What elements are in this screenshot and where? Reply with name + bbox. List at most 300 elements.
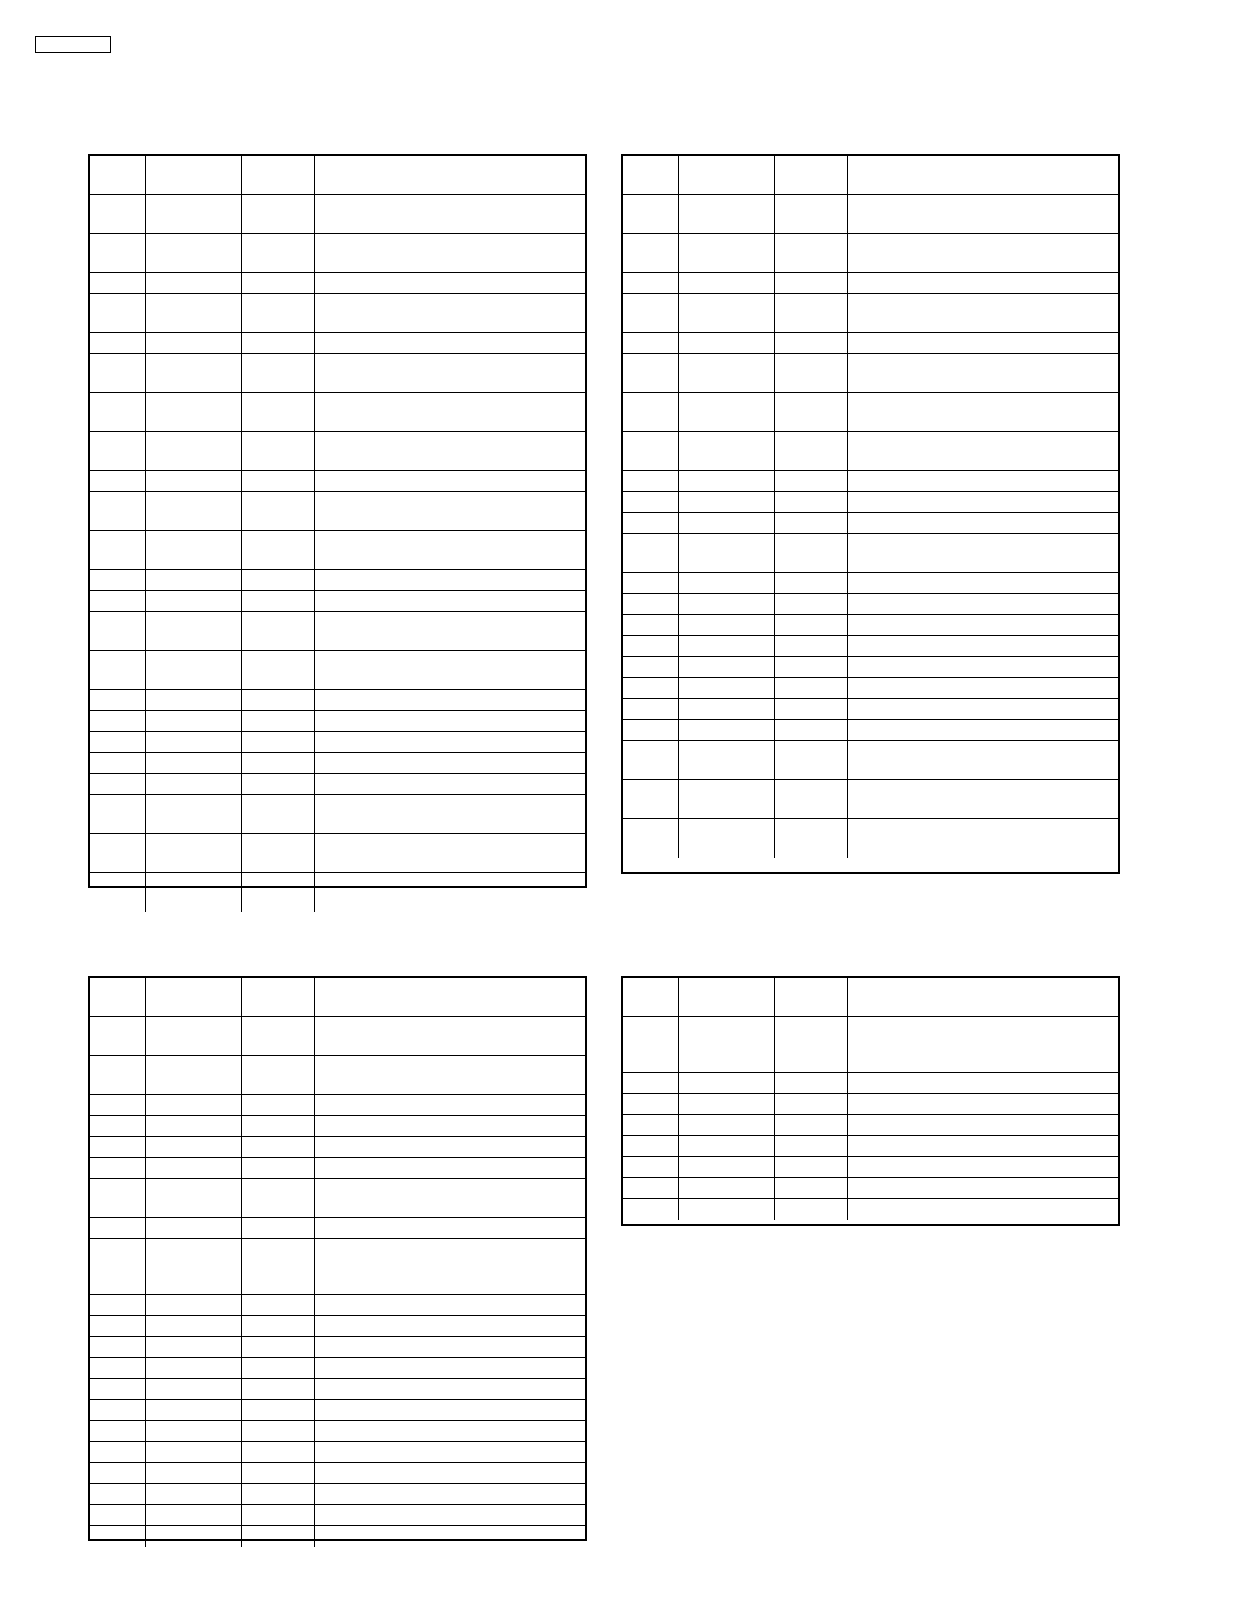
table-cell	[775, 1017, 848, 1073]
table-cell	[242, 393, 315, 432]
table-cell	[146, 492, 242, 531]
table-cell	[315, 591, 585, 612]
table-cell	[315, 1421, 585, 1442]
table-cell	[679, 432, 775, 471]
table-cell	[775, 1073, 848, 1094]
table-cell	[679, 573, 775, 594]
table-cell	[90, 834, 146, 873]
table-cell	[90, 1116, 146, 1137]
table-cell	[90, 234, 146, 273]
table-bottom-left	[88, 976, 587, 1541]
table-cell	[242, 234, 315, 273]
table-cell	[315, 1358, 585, 1379]
table-cell	[623, 1178, 679, 1199]
table-cell	[315, 753, 585, 774]
table-cell	[848, 636, 1118, 657]
table-top-left	[88, 154, 587, 888]
table-cell	[315, 732, 585, 753]
table-cell	[242, 1116, 315, 1137]
table-cell	[90, 1337, 146, 1358]
table-cell	[775, 234, 848, 273]
table-cell	[775, 513, 848, 534]
table-cell	[679, 1094, 775, 1115]
table-cell	[623, 636, 679, 657]
table-cell	[775, 294, 848, 333]
table-cell	[242, 753, 315, 774]
table-cell	[90, 195, 146, 234]
table-header-cell	[623, 978, 679, 1017]
table-cell	[242, 1526, 315, 1547]
table-cell	[242, 492, 315, 531]
table-cell	[146, 1239, 242, 1295]
table-cell	[315, 1379, 585, 1400]
table-cell	[315, 273, 585, 294]
table-cell	[315, 1239, 585, 1295]
table-cell	[146, 432, 242, 471]
table-cell	[90, 690, 146, 711]
table-cell	[242, 195, 315, 234]
table-cell	[679, 720, 775, 741]
table-cell	[775, 657, 848, 678]
table-cell	[315, 492, 585, 531]
table-cell	[623, 333, 679, 354]
table-cell	[848, 1136, 1118, 1157]
table-cell	[242, 732, 315, 753]
table-cell	[146, 1116, 242, 1137]
table-cell	[679, 534, 775, 573]
table-cell	[90, 1179, 146, 1218]
table-cell	[775, 273, 848, 294]
table-cell	[848, 1094, 1118, 1115]
table-cell	[623, 471, 679, 492]
table-cell	[679, 273, 775, 294]
table-cell	[242, 591, 315, 612]
table-cell	[90, 1158, 146, 1179]
table-cell	[242, 1239, 315, 1295]
table-header-cell	[775, 156, 848, 195]
table-cell	[775, 1136, 848, 1157]
table-bottom-right	[621, 976, 1120, 1226]
table-header-cell	[315, 978, 585, 1017]
table-cell	[679, 1157, 775, 1178]
table-cell	[146, 1484, 242, 1505]
table-cell	[775, 1094, 848, 1115]
table-cell	[848, 1073, 1118, 1094]
table-header-cell	[90, 978, 146, 1017]
table-header-cell	[242, 978, 315, 1017]
table-cell	[679, 594, 775, 615]
table-cell	[848, 492, 1118, 513]
table-cell	[848, 678, 1118, 699]
table-cell	[623, 513, 679, 534]
table-cell	[90, 1316, 146, 1337]
table-header-cell	[242, 156, 315, 195]
table-cell	[146, 1095, 242, 1116]
table-cell	[146, 1400, 242, 1421]
table-cell	[848, 432, 1118, 471]
table-cell	[90, 1400, 146, 1421]
table-cell	[90, 432, 146, 471]
table-cell	[146, 651, 242, 690]
table-cell	[848, 354, 1118, 393]
table-cell	[242, 1158, 315, 1179]
table-cell	[848, 393, 1118, 432]
table-cell	[623, 1136, 679, 1157]
table-cell	[146, 195, 242, 234]
table-cell	[679, 354, 775, 393]
table-cell	[679, 819, 775, 858]
table-cell	[90, 1137, 146, 1158]
table-cell	[146, 1137, 242, 1158]
table-cell	[623, 534, 679, 573]
table-cell	[315, 1295, 585, 1316]
table-cell	[315, 531, 585, 570]
table-cell	[315, 1505, 585, 1526]
table-cell	[775, 573, 848, 594]
table-cell	[90, 1526, 146, 1547]
table-cell	[775, 432, 848, 471]
table-cell	[242, 1442, 315, 1463]
table-cell	[775, 1178, 848, 1199]
table-cell	[242, 873, 315, 912]
table-cell	[315, 1179, 585, 1218]
table-cell	[848, 534, 1118, 573]
table-cell	[623, 780, 679, 819]
table-cell	[315, 795, 585, 834]
table-cell	[90, 651, 146, 690]
table-cell	[242, 1400, 315, 1421]
table-cell	[90, 1295, 146, 1316]
table-cell	[315, 294, 585, 333]
table-cell	[146, 1526, 242, 1547]
table-cell	[242, 1379, 315, 1400]
table-cell	[90, 1463, 146, 1484]
table-cell	[90, 294, 146, 333]
table-cell	[679, 234, 775, 273]
table-cell	[775, 1157, 848, 1178]
table-cell	[242, 1484, 315, 1505]
table-cell	[90, 732, 146, 753]
table-cell	[146, 570, 242, 591]
table-cell	[242, 1358, 315, 1379]
table-cell	[315, 1442, 585, 1463]
table-cell	[848, 615, 1118, 636]
table-cell	[623, 720, 679, 741]
table-cell	[775, 333, 848, 354]
table-cell	[146, 1017, 242, 1056]
table-cell	[242, 333, 315, 354]
table-cell	[90, 1218, 146, 1239]
table-cell	[315, 774, 585, 795]
table-cell	[242, 531, 315, 570]
table-cell	[775, 699, 848, 720]
table-cell	[315, 1137, 585, 1158]
table-cell	[679, 741, 775, 780]
table-cell	[146, 354, 242, 393]
table-cell	[146, 294, 242, 333]
table-cell	[90, 774, 146, 795]
table-cell	[146, 393, 242, 432]
table-cell	[90, 273, 146, 294]
table-cell	[679, 333, 775, 354]
table-cell	[623, 699, 679, 720]
table-cell	[242, 1056, 315, 1095]
table-cell	[775, 720, 848, 741]
table-cell	[90, 753, 146, 774]
table-cell	[146, 1218, 242, 1239]
table-cell	[146, 1442, 242, 1463]
table-cell	[315, 1400, 585, 1421]
table-cell	[775, 636, 848, 657]
table-cell	[146, 1316, 242, 1337]
table-header-cell	[146, 978, 242, 1017]
table-cell	[623, 354, 679, 393]
table-cell	[146, 1358, 242, 1379]
table-header-cell	[679, 978, 775, 1017]
table-cell	[146, 834, 242, 873]
table-cell	[848, 1157, 1118, 1178]
table-cell	[623, 195, 679, 234]
table-cell	[242, 690, 315, 711]
table-cell	[146, 711, 242, 732]
table-cell	[679, 615, 775, 636]
table-cell	[146, 1463, 242, 1484]
table-cell	[848, 819, 1118, 858]
table-cell	[90, 531, 146, 570]
table-cell	[242, 1337, 315, 1358]
table-cell	[848, 699, 1118, 720]
table-cell	[623, 432, 679, 471]
table-cell	[146, 333, 242, 354]
table-cell	[775, 471, 848, 492]
table-cell	[775, 1199, 848, 1220]
table-cell	[679, 1136, 775, 1157]
table-cell	[315, 651, 585, 690]
table-cell	[90, 471, 146, 492]
table-cell	[90, 492, 146, 531]
table-cell	[242, 1017, 315, 1056]
table-cell	[146, 1295, 242, 1316]
table-cell	[315, 1337, 585, 1358]
table-cell	[242, 294, 315, 333]
table-cell	[90, 1379, 146, 1400]
table-cell	[242, 1218, 315, 1239]
table-cell	[315, 1056, 585, 1095]
table-cell	[90, 354, 146, 393]
table-cell	[242, 1463, 315, 1484]
table-cell	[315, 1463, 585, 1484]
table-cell	[679, 513, 775, 534]
table-cell	[242, 570, 315, 591]
table-cell	[848, 1178, 1118, 1199]
table-cell	[775, 741, 848, 780]
table-cell	[848, 573, 1118, 594]
table-cell	[242, 612, 315, 651]
table-cell	[146, 795, 242, 834]
table-cell	[775, 594, 848, 615]
table-cell	[90, 1239, 146, 1295]
table-cell	[242, 1095, 315, 1116]
table-cell	[242, 834, 315, 873]
table-cell	[90, 711, 146, 732]
table-cell	[90, 1358, 146, 1379]
table-top-right	[621, 154, 1120, 874]
table-cell	[623, 594, 679, 615]
table-cell	[90, 1056, 146, 1095]
table-cell	[90, 1421, 146, 1442]
table-cell	[90, 333, 146, 354]
table-cell	[90, 1095, 146, 1116]
table-cell	[90, 1017, 146, 1056]
table-cell	[146, 774, 242, 795]
table-cell	[679, 636, 775, 657]
table-cell	[315, 711, 585, 732]
table-cell	[315, 1218, 585, 1239]
table-cell	[848, 513, 1118, 534]
table-cell	[90, 1442, 146, 1463]
table-cell	[848, 273, 1118, 294]
table-cell	[315, 690, 585, 711]
table-cell	[242, 774, 315, 795]
table-header-cell	[775, 978, 848, 1017]
table-cell	[315, 333, 585, 354]
table-cell	[146, 1337, 242, 1358]
table-cell	[90, 1484, 146, 1505]
table-cell	[775, 819, 848, 858]
table-cell	[623, 1115, 679, 1136]
table-cell	[848, 333, 1118, 354]
table-cell	[90, 393, 146, 432]
table-cell	[775, 354, 848, 393]
table-cell	[146, 234, 242, 273]
table-cell	[623, 573, 679, 594]
table-cell	[623, 1073, 679, 1094]
table-cell	[242, 1179, 315, 1218]
table-cell	[315, 570, 585, 591]
table-cell	[848, 294, 1118, 333]
table-cell	[146, 273, 242, 294]
table-cell	[315, 1116, 585, 1137]
table-cell	[679, 195, 775, 234]
table-cell	[90, 873, 146, 912]
table-cell	[623, 657, 679, 678]
table-cell	[679, 492, 775, 513]
table-cell	[146, 873, 242, 912]
table-cell	[315, 432, 585, 471]
table-cell	[623, 1199, 679, 1220]
table-cell	[146, 1421, 242, 1442]
table-cell	[315, 1316, 585, 1337]
table-cell	[775, 678, 848, 699]
table-cell	[623, 273, 679, 294]
table-cell	[315, 612, 585, 651]
table-cell	[623, 294, 679, 333]
table-cell	[315, 1526, 585, 1547]
table-cell	[775, 195, 848, 234]
table-cell	[623, 393, 679, 432]
table-cell	[623, 678, 679, 699]
table-cell	[623, 1094, 679, 1115]
table-cell	[623, 1157, 679, 1178]
table-cell	[315, 471, 585, 492]
table-cell	[146, 1056, 242, 1095]
table-cell	[146, 591, 242, 612]
table-cell	[90, 795, 146, 834]
table-cell	[848, 234, 1118, 273]
table-cell	[315, 834, 585, 873]
table-cell	[242, 1421, 315, 1442]
table-cell	[679, 657, 775, 678]
table-cell	[242, 1295, 315, 1316]
table-cell	[623, 1017, 679, 1073]
table-header-cell	[315, 156, 585, 195]
table-cell	[242, 1316, 315, 1337]
table-cell	[775, 1115, 848, 1136]
table-cell	[315, 234, 585, 273]
table-cell	[90, 612, 146, 651]
table-header-cell	[679, 156, 775, 195]
table-cell	[146, 1379, 242, 1400]
table-cell	[242, 273, 315, 294]
table-cell	[242, 471, 315, 492]
table-cell	[679, 1115, 775, 1136]
table-cell	[848, 1199, 1118, 1220]
table-cell	[146, 1179, 242, 1218]
table-cell	[775, 492, 848, 513]
table-header-cell	[623, 156, 679, 195]
table-cell	[242, 651, 315, 690]
table-cell	[623, 615, 679, 636]
table-cell	[679, 678, 775, 699]
table-cell	[679, 780, 775, 819]
table-cell	[679, 1199, 775, 1220]
table-cell	[315, 873, 585, 912]
table-cell	[242, 1505, 315, 1526]
table-cell	[848, 1115, 1118, 1136]
table-cell	[242, 1137, 315, 1158]
table-cell	[848, 780, 1118, 819]
table-cell	[623, 234, 679, 273]
table-cell	[242, 354, 315, 393]
table-cell	[315, 393, 585, 432]
table-cell	[775, 780, 848, 819]
table-cell	[848, 1017, 1118, 1073]
table-cell	[146, 471, 242, 492]
table-cell	[242, 432, 315, 471]
table-cell	[146, 612, 242, 651]
table-header-cell	[90, 156, 146, 195]
table-cell	[848, 741, 1118, 780]
table-cell	[623, 819, 679, 858]
table-cell	[315, 1158, 585, 1179]
table-cell	[775, 534, 848, 573]
table-cell	[315, 195, 585, 234]
table-cell	[90, 570, 146, 591]
table-cell	[623, 741, 679, 780]
table-cell	[848, 594, 1118, 615]
table-cell	[848, 471, 1118, 492]
table-cell	[242, 711, 315, 732]
table-cell	[848, 720, 1118, 741]
table-cell	[315, 1095, 585, 1116]
table-cell	[242, 795, 315, 834]
table-cell	[623, 492, 679, 513]
table-cell	[146, 1158, 242, 1179]
page-label-box	[35, 36, 111, 53]
table-cell	[775, 615, 848, 636]
table-cell	[146, 690, 242, 711]
table-cell	[315, 1484, 585, 1505]
